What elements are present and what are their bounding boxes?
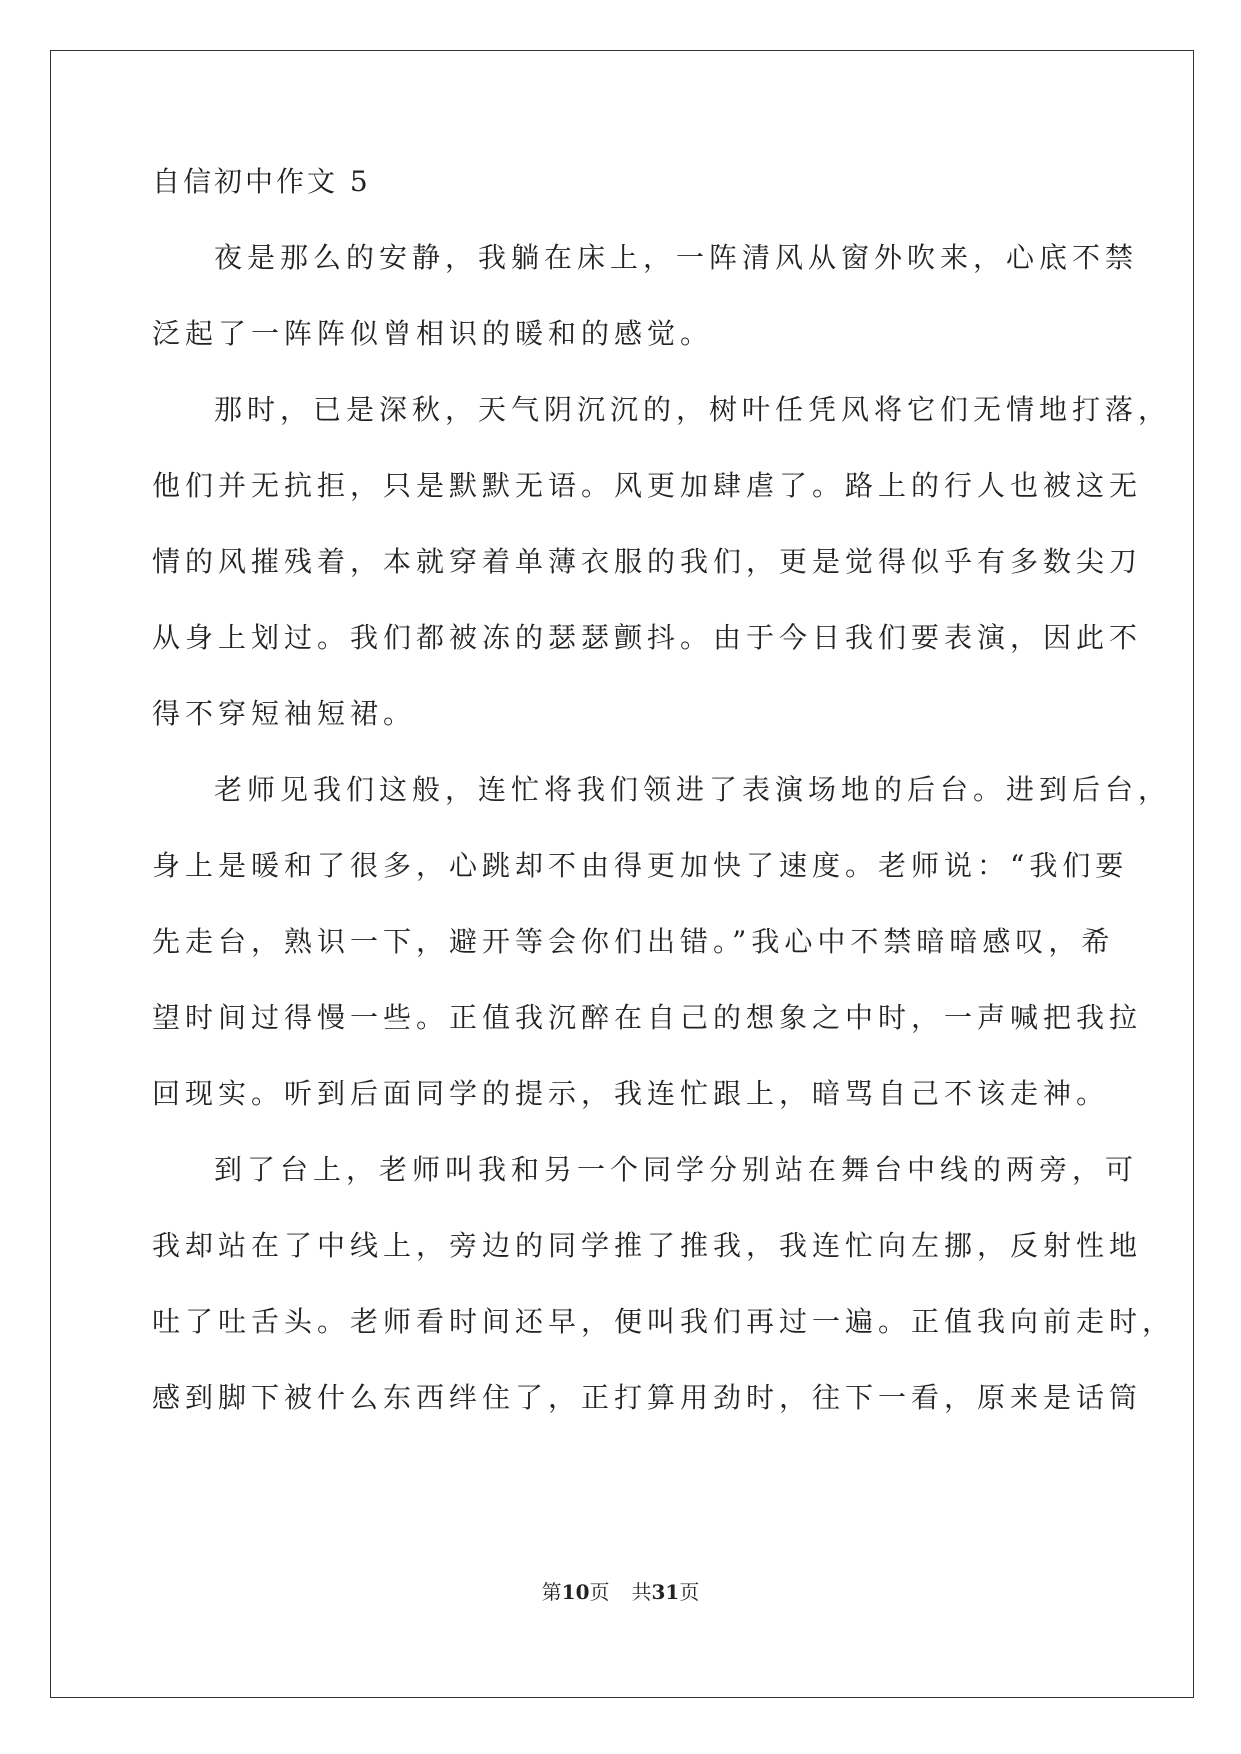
current-page-number: 10 <box>561 1580 590 1604</box>
text-line: 老师见我们这般，连忙将我们领进了表演场地的后台。进到后台， <box>214 773 1172 806</box>
page-footer <box>0 1580 1241 1604</box>
text-line: 吐了吐舌头。老师看时间还早，便叫我们再过一遍。正值我向前走时， <box>152 1305 1176 1338</box>
text-line: 泛起了一阵阵似曾相识的暖和的感觉。 <box>152 317 714 350</box>
text-line: 望时间过得慢一些。正值我沉醉在自己的想象之中时，一声喊把我拉 <box>152 1001 1143 1034</box>
text-line: 感到脚下被什么东西绊住了，正打算用劲时，往下一看，原来是话筒 <box>152 1381 1143 1414</box>
total-suffix: 页 <box>679 1580 700 1604</box>
text-line: 他们并无抗拒，只是默默无语。风更加肆虐了。路上的行人也被这无 <box>152 469 1143 502</box>
text-line: 那时，已是深秋，天气阴沉沉的，树叶任凭风将它们无情地打落， <box>214 393 1172 426</box>
total-prefix: 共 <box>631 1580 652 1604</box>
text-line: 回现实。听到后面同学的提示，我连忙跟上，暗骂自己不该走神。 <box>152 1077 1110 1110</box>
page-prefix: 第 <box>541 1580 562 1604</box>
page-suffix: 页 <box>589 1580 610 1604</box>
document-body <box>152 162 1176 1454</box>
total-page-number: 31 <box>651 1580 680 1604</box>
text-line: 夜是那么的安静，我躺在床上，一阵清风从窗外吹来，心底不禁 <box>214 241 1139 274</box>
text-line: 我却站在了中线上，旁边的同学推了推我，我连忙向左挪，反射性地 <box>152 1229 1143 1262</box>
text-line: 身上是暖和了很多，心跳却不由得更加快了速度。老师说：“我们要 <box>152 849 1129 882</box>
text-line: 先走台，熟识一下，避开等会你们出错。”我心中不禁暗暗感叹，希 <box>152 925 1115 958</box>
paragraph-lines <box>152 238 1176 1418</box>
text-line: 得不穿短袖短裙。 <box>152 697 417 730</box>
text-line: 从身上划过。我们都被冻的瑟瑟颤抖。由于今日我们要表演，因此不 <box>152 621 1143 654</box>
text-line: 情的风摧残着，本就穿着单薄衣服的我们，更是觉得似乎有多数尖刀 <box>152 545 1143 578</box>
text-line: 到了台上，老师叫我和另一个同学分别站在舞台中线的两旁，可 <box>214 1153 1139 1186</box>
document-title: 自信初中作文 5 <box>152 165 371 198</box>
